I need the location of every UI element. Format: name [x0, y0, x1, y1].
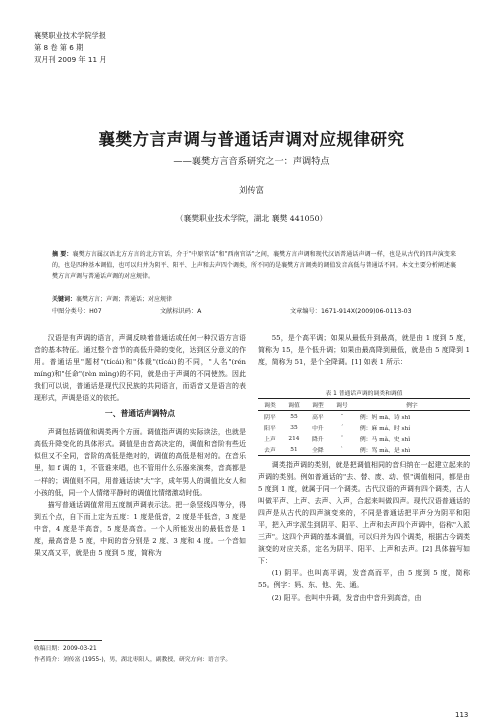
table-cell: 例：麻 má、时 shí	[359, 426, 411, 432]
table-cell: 去声	[258, 444, 282, 456]
footnote-divider	[34, 640, 102, 641]
journal-date: 双月刊 2009 年 11 月	[34, 55, 107, 64]
article-no-label: 文章编号：	[290, 308, 321, 315]
table-cell: 高平	[312, 415, 324, 421]
tone-table	[258, 398, 470, 456]
clc-number	[52, 306, 102, 315]
article-subtitle: ——襄樊方言音系研究之一：声调特点	[173, 156, 330, 167]
article-title: 襄樊方言声调与普通话声调对应规律研究	[98, 130, 405, 149]
keywords-label: 关键词：	[52, 296, 77, 303]
table-cell: 上声	[264, 437, 276, 443]
table-header: 调号	[330, 399, 354, 411]
keywords-text: 襄樊方言；声调；普通话；对应规律	[76, 296, 173, 303]
doc-code-label: 文献标识码：	[160, 308, 198, 315]
table-caption: 表 1 普通话声调的调类和调值	[325, 391, 403, 397]
body-paragraph: 55，是个高平调；如果从最低升到最高，就是由 1 度到 5 度，简称为 15，是个低升调；如果由最高降到最低，就是由 5 度降到 1 度，简称为 51，是个全降调。[1] 如表 1 所示：	[258, 334, 470, 367]
clc-label: 中图分类号：	[52, 308, 90, 315]
table-cell: 例：妈 mā、诗 shī	[359, 415, 411, 421]
table-cell: 阴平	[264, 415, 276, 421]
right-column-top	[258, 332, 470, 368]
table-cell: 51	[282, 444, 306, 456]
intro-paragraph: 汉语是有声调的语言，声调反映着普通话或任何一种汉语方言语音的基本特征。通过整个音节的高低升降的变化，达到区分意义的作用。普通话里"题材"(tícái)和"体裁"(tǐcái)的不同，"人名"(rén míng)和"任命"(rèn mìng)的不同，就是由于声调的不同使然。因此我们可以说，普通话是现代汉民族的共同语言，而语音又是语言的表现形式，声调是语义的依托。	[34, 334, 246, 403]
table-row	[258, 433, 470, 444]
abstract	[52, 250, 456, 282]
table-cell: 214	[288, 435, 300, 442]
abstract-label: 摘 要：	[52, 251, 73, 258]
document-code	[160, 306, 201, 315]
left-column	[34, 332, 246, 559]
table-cell: ˋ	[330, 444, 354, 456]
table-cell: 阳平	[264, 426, 276, 432]
body-paragraph: (1) 阴平。也叫高平调，发音高而平，由 5 度到 5 度，简称 55。例字：妈、东、他、先、通。	[258, 569, 470, 590]
table-row	[258, 411, 470, 423]
table-row	[258, 422, 470, 433]
article-author: 刘传富	[239, 185, 264, 195]
table-row	[258, 444, 470, 456]
author-bio: 作者简介：刘传富 (1955-)，男，湖北枣阳人，副教授，研究方向：语言学。	[34, 657, 232, 663]
table-cell: 中升	[312, 426, 324, 432]
table-cell: 全降	[306, 444, 330, 456]
article-number	[290, 306, 412, 315]
table-cell: 55	[290, 413, 298, 420]
author-affiliation: （襄樊职业技术学院，湖北 襄樊 441050）	[175, 214, 328, 223]
right-column-bottom	[258, 459, 470, 604]
received-date: 收稿日期：2009-03-21	[34, 646, 97, 652]
article-no-value: 1671-914X(2009)06-0113-03	[320, 308, 412, 315]
table-header: 调型	[306, 399, 330, 411]
table-header: 例字	[354, 399, 470, 411]
keywords	[52, 294, 456, 303]
doc-code-value: A	[197, 308, 202, 315]
table-header: 调类	[258, 399, 282, 411]
abstract-text: 襄樊方言属汉语北方方言的北方官话，介于"中原官话"和"西南官话"之间，襄樊方言声调和现代汉语普通话声调一样，也是从古代的四声演变来的，也是四种基本调值，也可以归并为阴平、阳平、上声和去声四个调类，所不同的是襄樊方言调类的调值发音高低与普通话不同。本文主要分析阐述襄樊方言声调与普通话声调的对应规律。	[52, 251, 456, 280]
body-paragraph: (2) 阳平。也叫中升调，发音由中音升到高音，由	[271, 593, 422, 602]
journal-volume: 第 8 卷 第 6 期	[34, 43, 84, 52]
table-cell: ˉ	[340, 413, 344, 420]
table-header: 调值	[282, 399, 306, 411]
table-cell: 例：马 mǎ、史 shǐ	[359, 437, 411, 443]
table-header-row	[258, 399, 470, 411]
table-cell: 降升	[312, 437, 324, 443]
table-cell: ˇ	[340, 435, 344, 442]
clc-value: H07	[89, 308, 102, 315]
section-heading: 一、普通话声调特点	[104, 409, 176, 419]
body-paragraph: 描写普通话调值常用五度制声调表示法。把一条竖线四等分，得到五个点，自下而上定为五度：1 度是低音，2 度是半低音，3 度是中音，4 度是半高音，5 度是高音。一个人所能发出的最低音是 1 度，最高音是 5 度，中间的音分别是 2 度、3 度和 4 度。一个音如果又高又平，就是由 5 度到 5 度，简称为	[34, 500, 246, 557]
page-number: 113	[455, 711, 469, 719]
body-paragraph: 调类指声调的类别，就是把调值相同的音归纳在一起建立起来的声调的类别。例如普通话的"去、替、废、动、恨"调值相同，都是由 5 度到 1 度，就属于同一个调类。古代汉语的声调有四个调类，古人叫做平声、上声、去声、入声，合起来叫做四声。现代汉语普通话的四声是从古代的四声演变来的，不同是普通话把平声分为阴平和阳平，把入声字派生到阴平、阳平、上声和去声四个声调中，俗称"入派三声"。这四个声调的基本调值，可以归并为四个调类，根据古今调类演变的对应关系，定名为阴平、阳平、上声和去声。[2] 具体描写如下：	[258, 461, 470, 566]
table-cell: 例：骂 mà、是 shì	[354, 444, 470, 456]
body-paragraph: 声调包括调值和调类两个方面。调值指声调的实际读法，也就是高低升降变化的具体形式。调值是由音高决定的，调值和音阶有些近似但又不全同，音阶的高低是绝对的，调值的高低是相对的。在音乐里，如 f 调的 1，不管谁来唱，也不管用什么乐器来演奏，音高都是一样的；调值则不同，用普通话读"大"字，成年男人的调值比女人和小孩的低，同一个人情绪平静时的调值比情绪激动时低。	[34, 428, 246, 497]
table-cell: ˊ	[340, 424, 344, 431]
table-cell: 35	[290, 424, 298, 431]
journal-name: 襄樊职业技术学院学报	[34, 31, 106, 40]
